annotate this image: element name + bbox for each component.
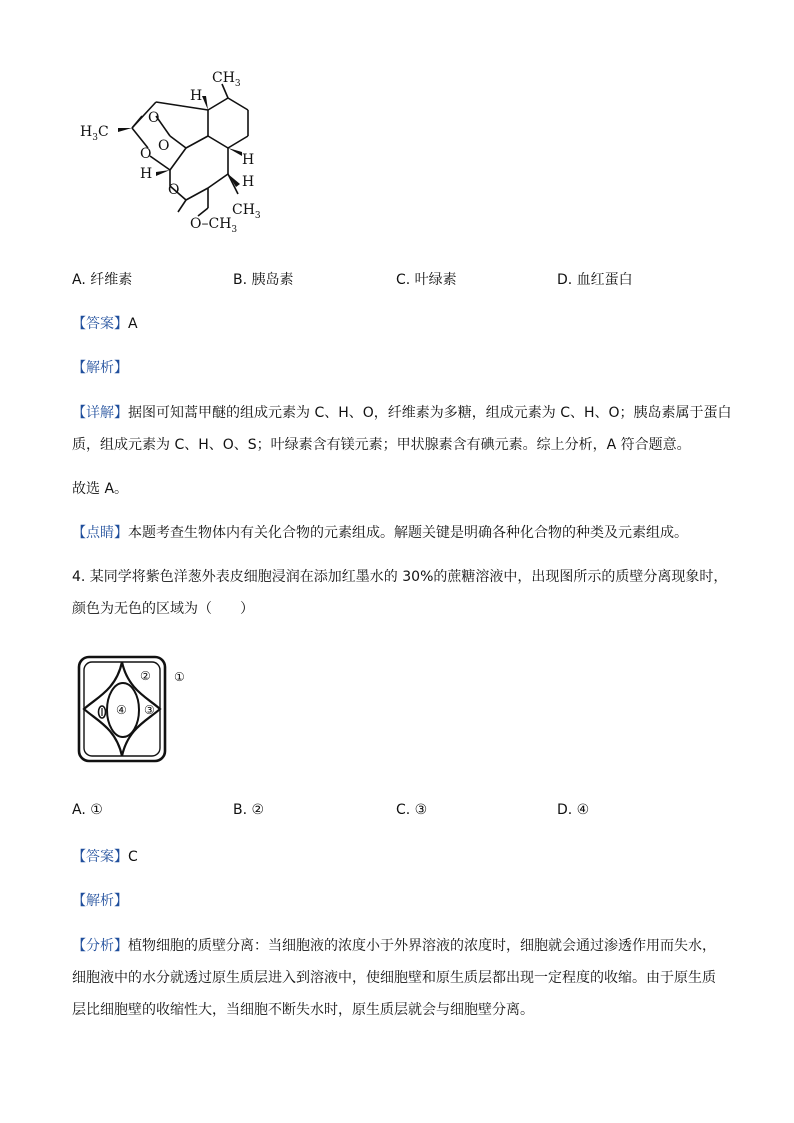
h-right-label-2: H (242, 174, 255, 190)
analysis-tag: 【解析】 (72, 893, 128, 909)
plasmolysis-cell-figure (76, 650, 196, 768)
o-label-2: O (140, 146, 152, 162)
q4-option-d: D. ④ (557, 802, 590, 818)
explain-text-1: 植物细胞的质壁分离：当细胞液的浓度小于外界溶液的浓度时，细胞就会通过渗透作用而失水， (128, 938, 716, 954)
analysis-tag: 【解析】 (72, 360, 128, 376)
q4-option-a: A. ① (72, 802, 103, 818)
h-left-bottom-label: H (140, 166, 153, 182)
artemether-structure (70, 60, 290, 240)
svg-text:CH3 (212, 70, 241, 89)
q3-detail-line-2: 质，组成元素为 C、H、O、S；叶绿素含有镁元素；甲状腺素含有碘元素。综上分析，A 符合题意。 (72, 437, 691, 453)
o-label-1: O (148, 110, 160, 126)
q3-option-b: B. 胰岛素 (233, 272, 294, 288)
q4-analysis-tag (72, 890, 128, 910)
h-right-label-1: H (242, 152, 255, 168)
comment-text: 本题考查生物体内有关化合物的元素组成。解题关键是明确各种化合物的种类及元素组成。 (128, 525, 688, 541)
svg-text:O–CH3 (190, 216, 237, 235)
ch3-bottom-label: CH (208, 216, 232, 232)
q3-option-c: C. 叶绿素 (396, 272, 457, 288)
q4-option-c: C. ③ (396, 802, 428, 818)
detail-tag: 【详解】 (72, 405, 128, 421)
methoxy-dash: – (201, 216, 209, 232)
cell-label-4: ④ (116, 703, 127, 717)
o-ring-label: O (168, 182, 180, 198)
h3c-h: H (80, 124, 93, 140)
answer-tag: 【答案】 (72, 316, 128, 332)
cell-label-3: ③ (144, 703, 155, 717)
svg-text:CH3 (232, 202, 261, 221)
q3-answer (72, 313, 138, 333)
detail-text-1: 据图可知蒿甲醚的组成元素为 C、H、O，纤维素为多糖，组成元素为 C、H、O；胰岛素属于蛋白 (128, 405, 732, 421)
q3-option-d: D. 血红蛋白 (557, 272, 633, 288)
ch3-bottom-sub: 3 (231, 225, 238, 235)
q4-explain-line-2: 细胞液中的水分就透过原生质层进入到溶液中，使细胞壁和原生质层都出现一定程度的收缩。由于原生质 (72, 970, 716, 986)
q3-option-a: A. 纤维素 (72, 272, 133, 288)
ch3-top-label: CH (212, 70, 235, 86)
q4-stem-line-1: 4. 某同学将紫色洋葱外表皮细胞浸润在添加红墨水的 30%的蔗糖溶液中，出现图所示的质壁分离现象时， (72, 569, 728, 585)
cell-label-2: ② (140, 669, 151, 683)
h3c-sub: 3 (92, 133, 98, 143)
comment-tag: 【点睛】 (72, 525, 128, 541)
o-methoxy-label: O (190, 216, 202, 232)
answer-text: A (128, 316, 138, 332)
q4-explain-line-3: 层比细胞壁的收缩性大，当细胞不断失水时，原生质层就会与细胞壁分离。 (72, 1002, 534, 1018)
q4-stem-line-2: 颜色为无色的区域为（ ） (72, 601, 254, 617)
q4-explain-line-1 (72, 935, 716, 955)
q4-answer (72, 846, 138, 866)
h3c-c: C (97, 124, 109, 140)
ch3-right-sub: 3 (254, 211, 261, 221)
q3-choice: 故选 A。 (72, 481, 129, 497)
ch3-right-label: CH (232, 202, 255, 218)
q3-analysis-tag (72, 357, 128, 377)
o-label-3: O (158, 138, 170, 154)
answer-text: C (128, 849, 138, 865)
svg-text:H3C (80, 124, 109, 143)
explain-tag: 【分析】 (72, 938, 128, 954)
h-top-label: H (190, 88, 203, 104)
answer-tag: 【答案】 (72, 849, 128, 865)
q3-comment (72, 522, 688, 542)
q4-option-b: B. ② (233, 802, 265, 818)
ch3-top-sub: 3 (234, 79, 241, 89)
q3-detail-line-1 (72, 402, 732, 422)
cell-label-1: ① (174, 670, 185, 684)
